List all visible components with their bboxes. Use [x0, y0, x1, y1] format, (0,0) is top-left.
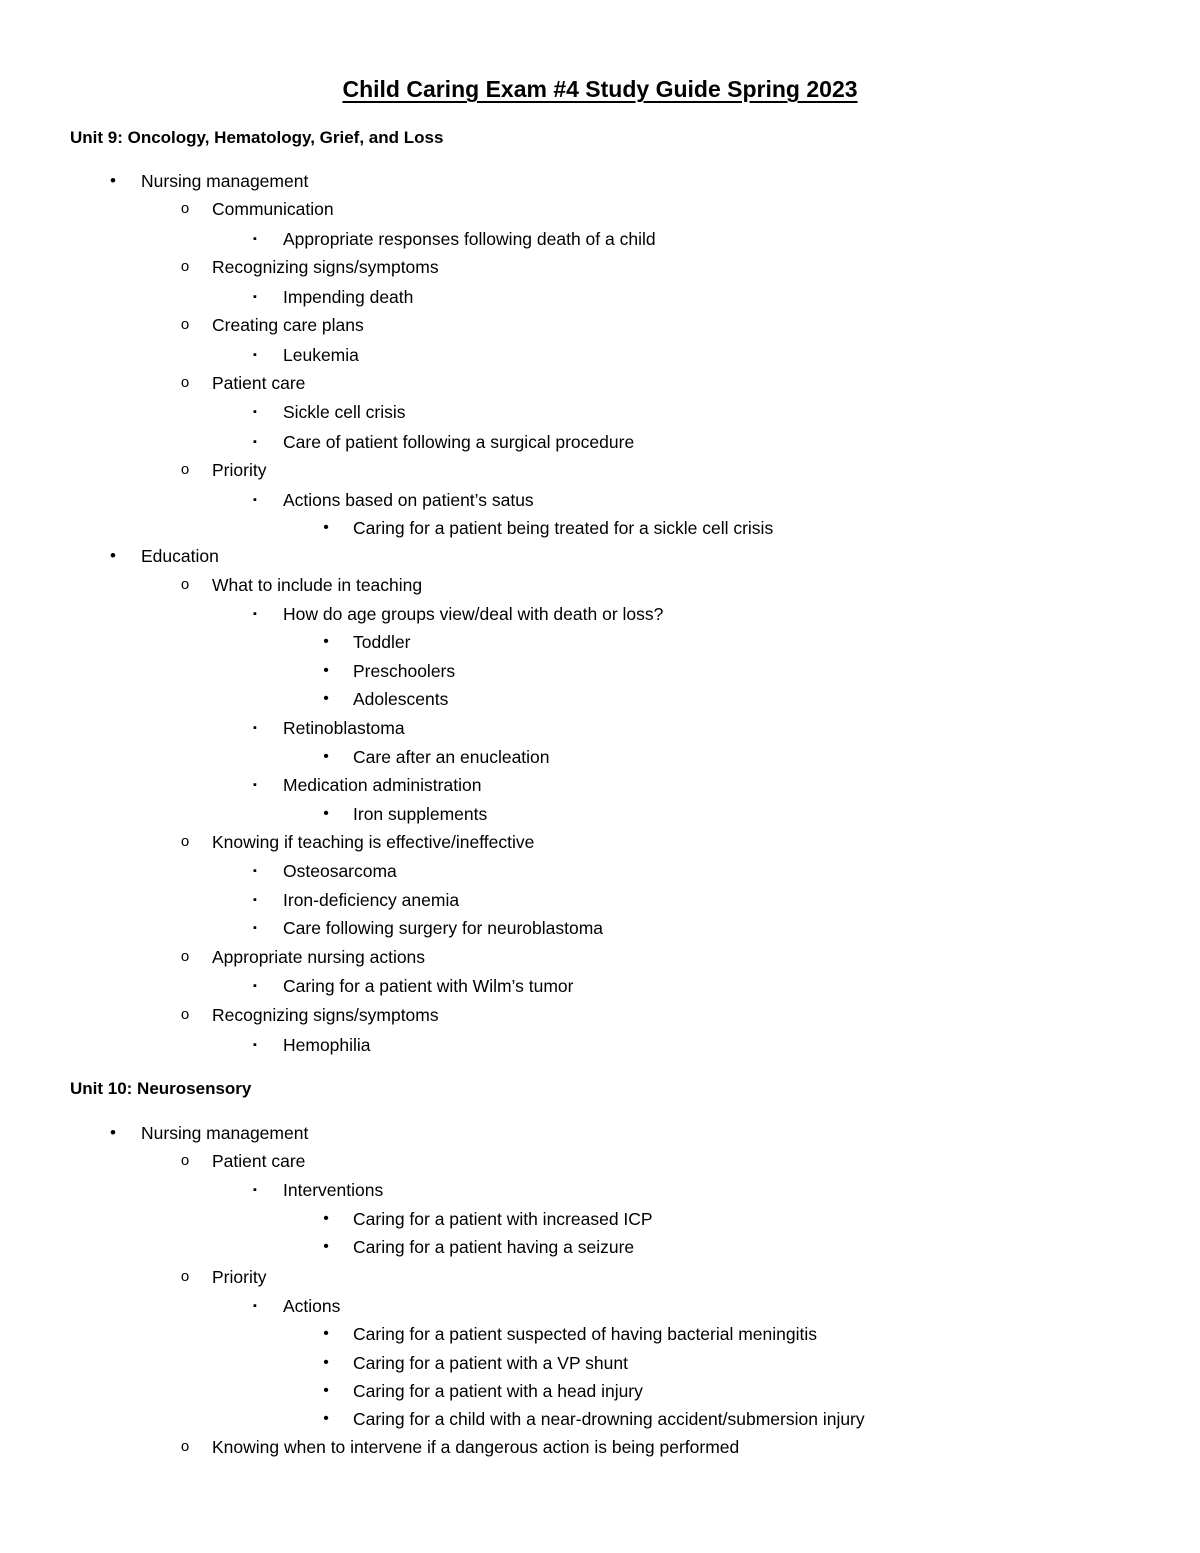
bullet-marker: • [323, 633, 329, 650]
square-marker: ▪ [253, 494, 257, 506]
list-item-text: What to include in teaching [212, 575, 423, 595]
bullet-marker: • [323, 1325, 329, 1342]
circle-marker: o [180, 833, 190, 850]
square-marker: ▪ [253, 1039, 257, 1051]
list-item-text: Adolescents [353, 689, 449, 709]
list-item [253, 860, 397, 882]
list-item-text: Communication [212, 199, 334, 219]
list-item-text: Sickle cell crisis [283, 402, 406, 422]
square-marker: ▪ [253, 406, 257, 418]
document-title: Child Caring Exam #4 Study Guide Spring 2023 [342, 76, 858, 102]
list-item-text: Interventions [283, 1180, 384, 1200]
list-item [323, 746, 550, 768]
list-item [180, 1436, 740, 1458]
unit9-heading: Unit 9: Oncology, Hematology, Grief, and Loss [70, 128, 444, 147]
square-marker: ▪ [253, 922, 257, 934]
list-item [110, 170, 309, 192]
list-item-text: Patient care [212, 1151, 306, 1171]
list-item [253, 889, 460, 911]
square-marker: ▪ [253, 865, 257, 877]
circle-marker: o [180, 316, 190, 333]
list-item [253, 1179, 384, 1201]
list-item-text: Preschoolers [353, 661, 456, 681]
list-item [180, 1266, 267, 1288]
list-item [253, 975, 574, 997]
list-item-text: Hemophilia [283, 1035, 371, 1055]
list-item-text: Leukemia [283, 345, 359, 365]
list-item-text: Creating care plans [212, 315, 364, 335]
circle-marker: o [180, 200, 190, 217]
circle-marker: o [180, 1438, 190, 1455]
bullet-marker: • [110, 1123, 116, 1142]
list-item [323, 517, 774, 539]
list-item [323, 688, 449, 710]
list-item-text: Patient care [212, 373, 306, 393]
square-marker: ▪ [253, 722, 257, 734]
list-item-text: Caring for a patient with a VP shunt [353, 1353, 628, 1373]
list-item [323, 1236, 635, 1258]
list-item-text: Nursing management [141, 171, 309, 191]
list-item-text: Appropriate nursing actions [212, 947, 426, 967]
list-item [323, 660, 456, 682]
list-item [180, 198, 334, 220]
list-item-text: Caring for a child with a near-drowning accident/submersion injury [353, 1409, 865, 1429]
bullet-marker: • [323, 519, 329, 536]
list-item-text: Appropriate responses following death of a child [283, 229, 656, 249]
list-item-text: Osteosarcoma [283, 861, 397, 881]
list-item [253, 401, 406, 423]
list-item-text: Caring for a patient having a seizure [353, 1237, 635, 1257]
list-item [253, 717, 405, 739]
bullet-marker: • [323, 1410, 329, 1427]
circle-marker: o [180, 1006, 190, 1023]
list-item-text: Nursing management [141, 1123, 309, 1143]
bullet-marker: • [110, 546, 116, 565]
list-item [253, 344, 359, 366]
list-item-text: Actions [283, 1296, 341, 1316]
list-item-text: Recognizing signs/symptoms [212, 1005, 439, 1025]
bullet-marker: • [323, 1382, 329, 1399]
list-item-text: Iron supplements [353, 804, 488, 824]
circle-marker: o [180, 576, 190, 593]
list-item [323, 1352, 628, 1374]
list-item [323, 1408, 865, 1430]
list-item-text: How do age groups view/deal with death or loss? [283, 604, 664, 624]
list-item [110, 545, 219, 567]
bullet-marker: • [110, 171, 116, 190]
list-item-text: Iron-deficiency anemia [283, 890, 460, 910]
list-item [180, 574, 423, 596]
list-item-text: Retinoblastoma [283, 718, 405, 738]
bullet-marker: • [323, 1238, 329, 1255]
list-item [253, 774, 482, 796]
list-item-text: Caring for a patient being treated for a sickle cell crisis [353, 518, 774, 538]
list-item-text: Recognizing signs/symptoms [212, 257, 439, 277]
list-item-text: Caring for a patient suspected of having bacterial meningitis [353, 1324, 818, 1344]
list-item [180, 459, 267, 481]
list-item-text: Education [141, 546, 219, 566]
list-item [180, 372, 306, 394]
square-marker: ▪ [253, 436, 257, 448]
list-item-text: Toddler [353, 632, 411, 652]
list-item [323, 803, 488, 825]
list-item [323, 631, 411, 653]
list-item [180, 946, 426, 968]
circle-marker: o [180, 461, 190, 478]
list-item [323, 1323, 818, 1345]
square-marker: ▪ [253, 779, 257, 791]
square-marker: ▪ [253, 1300, 257, 1312]
square-marker: ▪ [253, 894, 257, 906]
circle-marker: o [180, 948, 190, 965]
list-item [253, 1034, 371, 1056]
list-item [253, 1295, 341, 1317]
list-item-text: Actions based on patient’s satus [283, 490, 534, 510]
circle-marker: o [180, 374, 190, 391]
list-item-text: Knowing if teaching is effective/ineffective [212, 832, 535, 852]
list-item-text: Care after an enucleation [353, 747, 550, 767]
bullet-marker: • [323, 1354, 329, 1371]
unit10-heading: Unit 10: Neurosensory [70, 1079, 252, 1098]
list-item [180, 256, 439, 278]
list-item [180, 831, 535, 853]
list-item [253, 431, 635, 453]
square-marker: ▪ [253, 291, 257, 303]
list-item [253, 603, 664, 625]
square-marker: ▪ [253, 349, 257, 361]
list-item-text: Care of patient following a surgical procedure [283, 432, 635, 452]
list-item [323, 1208, 653, 1230]
list-item [180, 1004, 439, 1026]
list-item-text: Medication administration [283, 775, 482, 795]
list-item-text: Knowing when to intervene if a dangerous action is being performed [212, 1437, 740, 1457]
list-item [253, 286, 414, 308]
list-item [180, 1150, 306, 1172]
square-marker: ▪ [253, 608, 257, 620]
list-item [253, 489, 534, 511]
list-item [180, 314, 364, 336]
list-item-text: Care following surgery for neuroblastoma [283, 918, 604, 938]
square-marker: ▪ [253, 1184, 257, 1196]
circle-marker: o [180, 258, 190, 275]
circle-marker: o [180, 1268, 190, 1285]
circle-marker: o [180, 1152, 190, 1169]
square-marker: ▪ [253, 980, 257, 992]
square-marker: ▪ [253, 233, 257, 245]
list-item [110, 1122, 309, 1144]
list-item-text: Priority [212, 460, 267, 480]
list-item [253, 228, 656, 250]
list-item-text: Priority [212, 1267, 267, 1287]
list-item [253, 917, 604, 939]
bullet-marker: • [323, 662, 329, 679]
bullet-marker: • [323, 690, 329, 707]
bullet-marker: • [323, 805, 329, 822]
list-item [323, 1380, 643, 1402]
bullet-marker: • [323, 1210, 329, 1227]
list-item-text: Caring for a patient with a head injury [353, 1381, 643, 1401]
list-item-text: Caring for a patient with Wilm’s tumor [283, 976, 574, 996]
list-item-text: Impending death [283, 287, 414, 307]
list-item-text: Caring for a patient with increased ICP [353, 1209, 653, 1229]
bullet-marker: • [323, 748, 329, 765]
